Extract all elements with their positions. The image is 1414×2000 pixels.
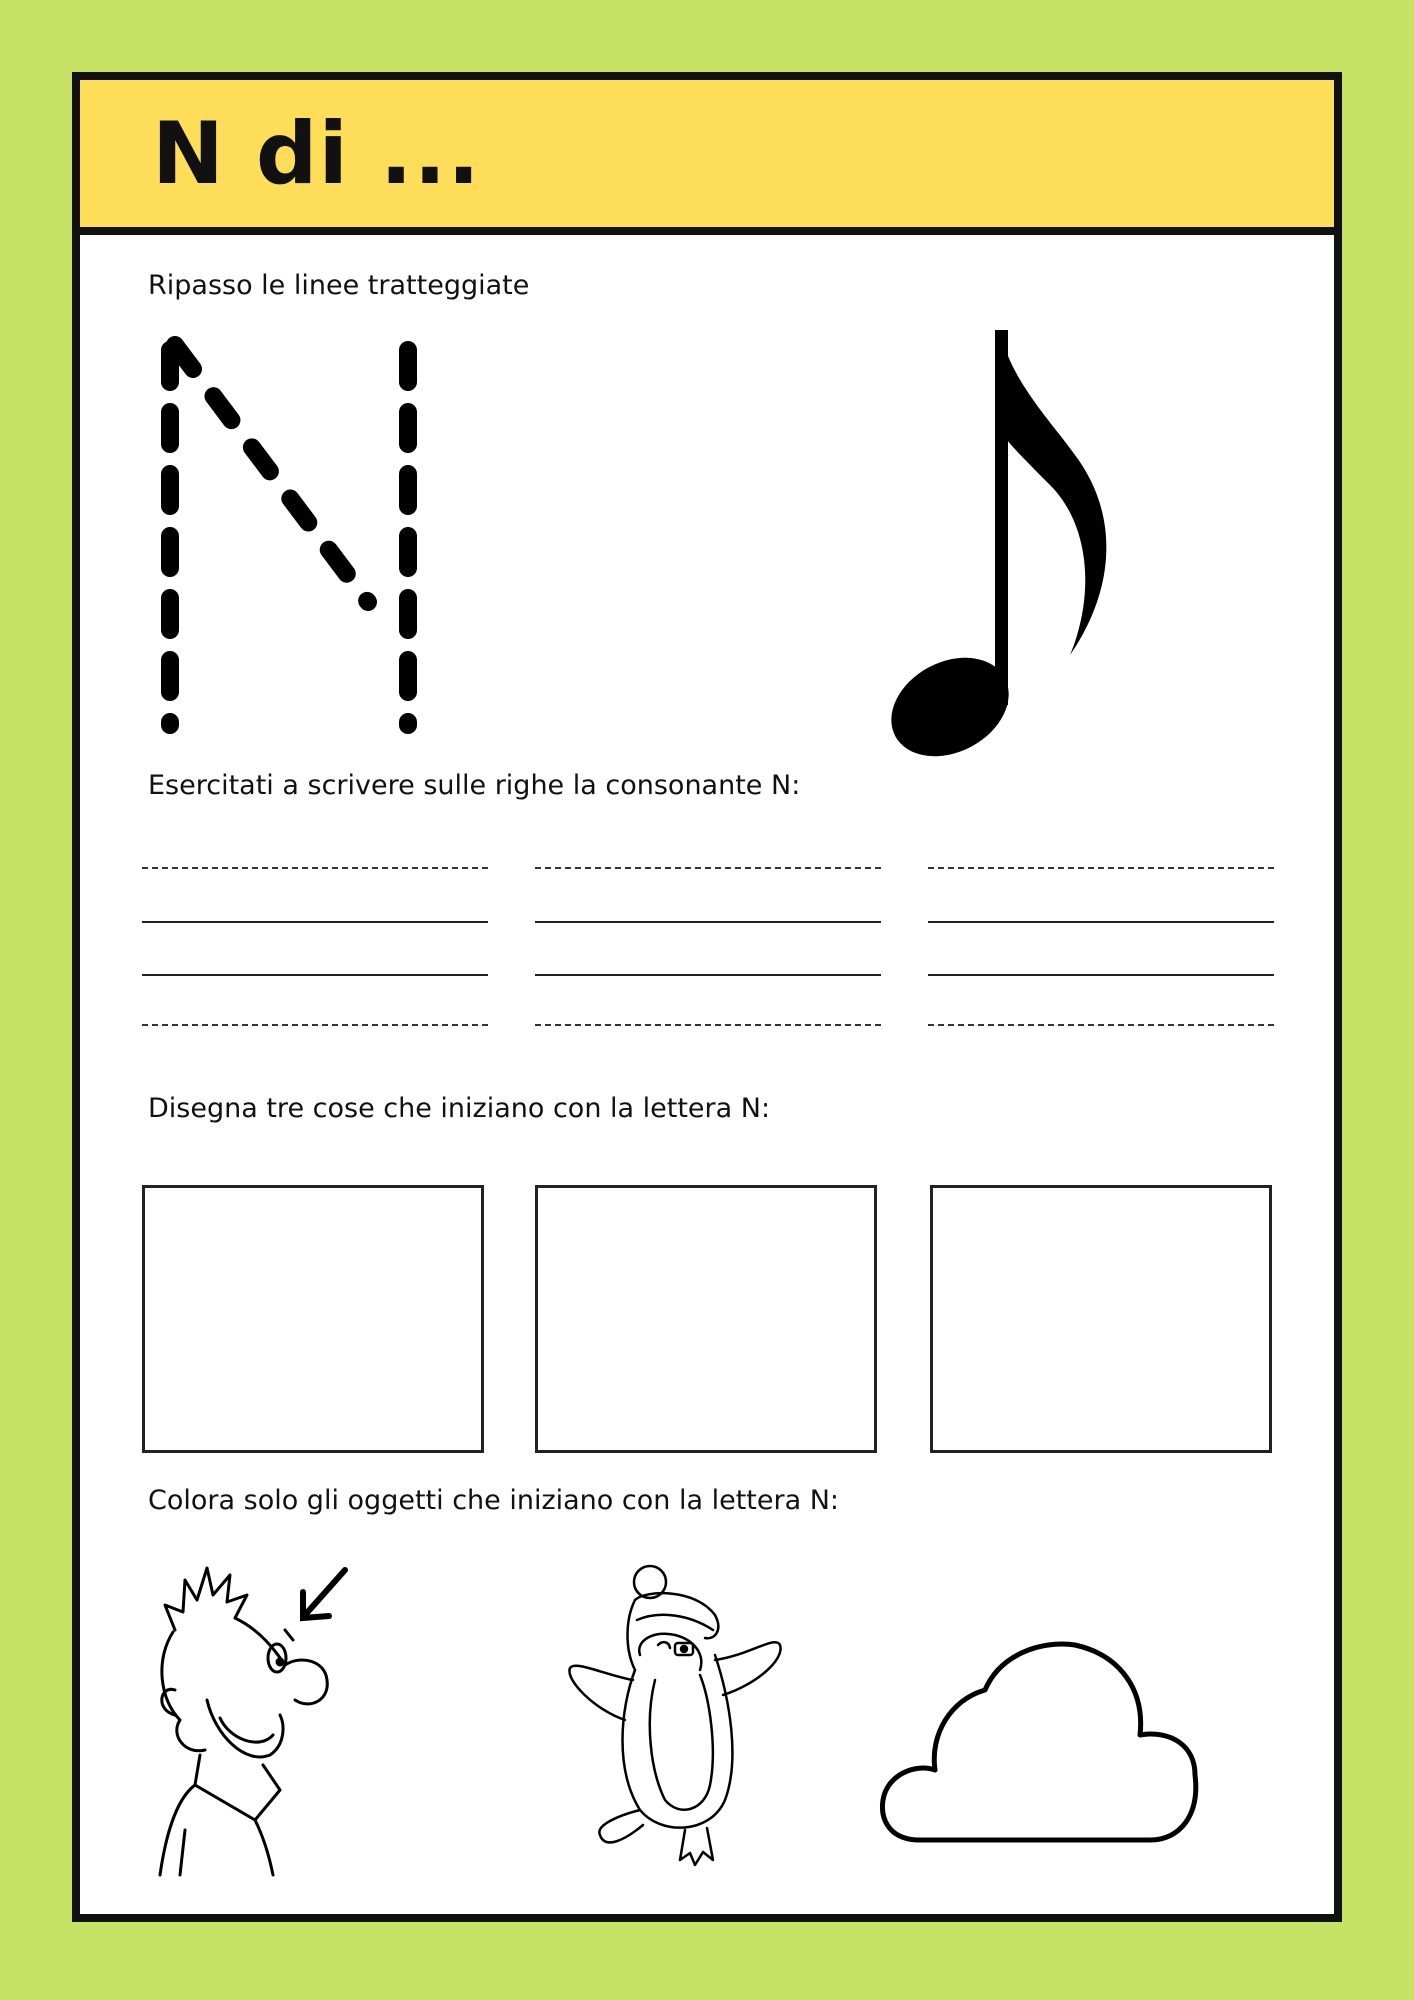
drawing-box-1[interactable] [142,1185,484,1453]
music-note-icon [890,330,1130,770]
dashed-guide-line [535,867,881,869]
drawing-box-3[interactable] [930,1185,1272,1453]
dashed-guide-line [928,1024,1274,1026]
writing-lines-1 [142,855,488,1075]
writing-line [928,974,1274,976]
drawing-box-2[interactable] [535,1185,877,1453]
writing-line [535,974,881,976]
drawing-instruction: Disegna tre cose che iniziano con la lettera N: [148,1093,771,1124]
writing-lines-3 [928,855,1274,1075]
writing-line [535,921,881,923]
writing-line [142,921,488,923]
man-with-nose-illustration[interactable] [135,1550,375,1880]
writing-instruction: Esercitati a scrivere sulle righe la consonante N: [148,770,801,801]
dashed-guide-line [142,1024,488,1026]
trace-instruction: Ripasso le linee tratteggiate [148,270,530,301]
dashed-guide-line [928,867,1274,869]
dashed-guide-line [535,1024,881,1026]
penguin-illustration[interactable] [565,1560,825,1880]
writing-lines-2 [535,855,881,1075]
page-title: N di ... [152,104,481,204]
coloring-instruction: Colora solo gli oggetti che iniziano con la lettera N: [148,1485,840,1516]
writing-line [928,921,1274,923]
writing-line [142,974,488,976]
header-band [80,80,1334,235]
dashed-letter-n [160,330,420,750]
dashed-guide-line [142,867,488,869]
worksheet [72,72,1342,1922]
cloud-illustration[interactable] [875,1635,1215,1855]
